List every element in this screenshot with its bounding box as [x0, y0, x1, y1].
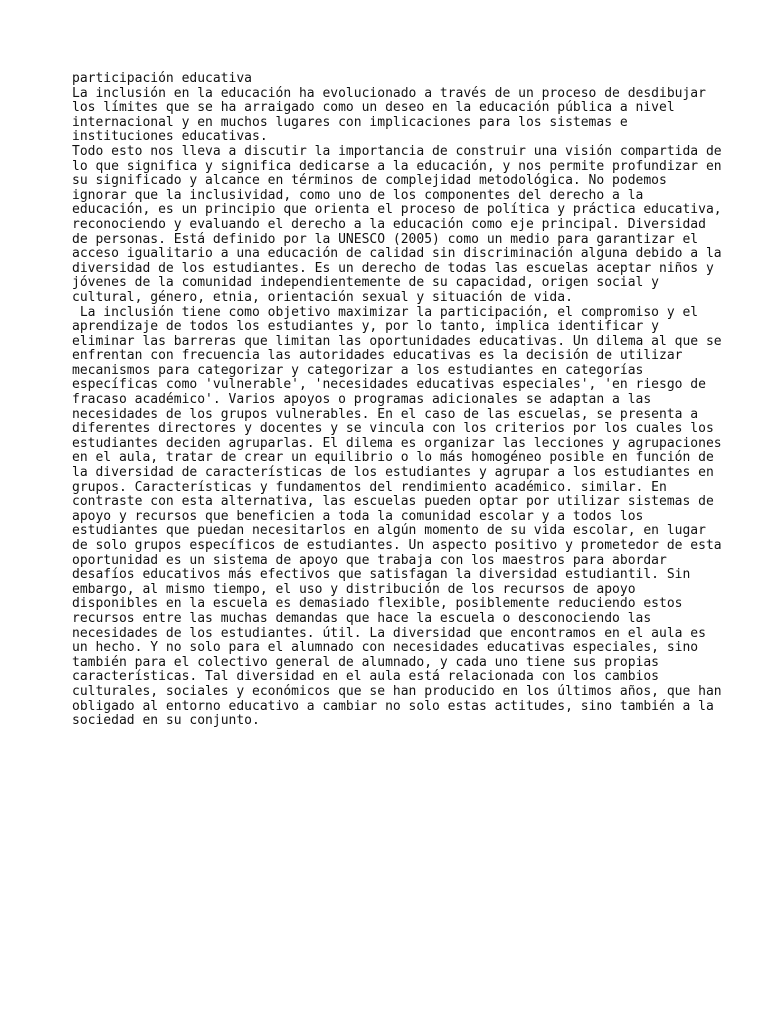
- document-text-line: contraste con esta alternativa, las escuelas pueden optar por utilizar sistemas de: [72, 494, 714, 510]
- document-text-line: lo que significa y significa dedicarse a la educación, y nos permite profundizar en: [72, 158, 722, 174]
- document-text-line: apoyo y recursos que beneficien a toda la comunidad escolar y a todos los: [72, 508, 644, 524]
- document-text-line: oportunidad es un sistema de apoyo que trabaja con los maestros para abordar: [72, 552, 667, 568]
- document-text-line: específicas como 'vulnerable', 'necesidades educativas especiales', 'en riesgo de: [72, 377, 706, 393]
- document-text-line: jóvenes de la comunidad independientemente de su capacidad, origen social y: [72, 275, 659, 291]
- document-text-line: embargo, al mismo tiempo, el uso y distribución de los recursos de apoyo: [72, 581, 636, 597]
- document-text-line: La inclusión tiene como objetivo maximizar la participación, el compromiso y el: [72, 304, 699, 320]
- document-text-line: acceso igualitario a una educación de calidad sin discriminación alguna debido a la: [72, 246, 722, 262]
- document-text-line: desafíos educativos más efectivos que satisfagan la diversidad estudiantil. Sin: [72, 567, 691, 583]
- document-text-line: estudiantes deciden agruparlas. El dilema es organizar las lecciones y agrupaciones: [72, 435, 722, 451]
- document-text-line: en el aula, tratar de crear un equilibrio o lo más homogéneo posible en función de: [72, 450, 714, 466]
- document-text-line: recursos entre las muchas demandas que hace la escuela o desconociendo las: [72, 610, 652, 626]
- document-text-line: diversidad de los estudiantes. Es un derecho de todas las escuelas aceptar niños y: [72, 260, 714, 276]
- document-text-line: necesidades de los grupos vulnerables. En el caso de las escuelas, se presenta a: [72, 406, 699, 422]
- document-text-line: educación, es un principio que orienta el proceso de política y práctica educativa,: [72, 202, 722, 218]
- document-text-line: La inclusión en la educación ha evolucionado a través de un proceso de desdibujar: [72, 85, 706, 101]
- document-text-line: Todo esto nos lleva a discutir la importancia de construir una visión compartida de: [72, 143, 722, 159]
- document-text-line: diferentes directores y docentes y se vincula con los criterios por los cuales los: [72, 421, 714, 437]
- document-text-line: disponibles en la escuela es demasiado flexible, posiblemente reduciendo estos: [72, 596, 683, 612]
- document-text-line: también para el colectivo general de alumnado, y cada uno tiene sus propias: [72, 654, 659, 670]
- document-text-line: ignorar que la inclusividad, como uno de los componentes del derecho a la: [72, 187, 644, 203]
- document-text-line: participación educativa: [72, 71, 253, 86]
- document-text-line: eliminar las barreras que limitan las oportunidades educativas. Un dilema al que se: [72, 333, 722, 349]
- document-text-line: necesidades de los estudiantes. útil. La diversidad que encontramos en el aula es: [72, 625, 706, 641]
- document-text-line: obligado al entorno educativo a cambiar no solo estas actitudes, sino también a la: [72, 698, 714, 714]
- document-text-line: los límites que se ha arraigado como un deseo en la educación pública a nivel: [72, 100, 675, 116]
- document-text-line: de solo grupos específicos de estudiantes. Un aspecto positivo y prometedor de esta: [72, 538, 722, 553]
- document-text-line: reconociendo y evaluando el derecho a la educación como eje principal. Diversidad: [72, 216, 706, 232]
- document-text-line: enfrentan con frecuencia las autoridades educativas es la decisión de utilizar: [72, 348, 683, 364]
- document-text-line: grupos. Características y fundamentos del rendimiento académico. similar. En: [72, 479, 667, 495]
- document-text-line: características. Tal diversidad en el aula está relacionada con los cambios: [72, 669, 659, 685]
- document-text-line: sociedad en su conjunto.: [72, 713, 260, 729]
- document-text-line: mecanismos para categorizar y categorizar a los estudiantes en categorías: [72, 362, 644, 378]
- document-page: [72, 71, 722, 729]
- document-text-line: su significado y alcance en términos de complejidad metodológica. No podemos: [72, 173, 667, 189]
- document-text-line: estudiantes que puedan necesitarlos en algún momento de su vida escolar, en lugar: [72, 523, 706, 539]
- document-text-line: cultural, género, etnia, orientación sexual y situación de vida.: [72, 289, 573, 305]
- document-text-line: aprendizaje de todos los estudiantes y, por lo tanto, implica identificar y: [72, 319, 659, 335]
- document-text-line: internacional y en muchos lugares con implicaciones para los sistemas e: [72, 114, 628, 130]
- document-text-line: fracaso académico'. Varios apoyos o programas adicionales se adaptan a las: [72, 392, 652, 408]
- document-text-line: un hecho. Y no solo para el alumnado con necesidades educativas especiales, sino: [72, 640, 699, 656]
- document-text-line: de personas. Está definido por la UNESCO (2005) como un medio para garantizar el: [72, 231, 699, 247]
- document-body: [72, 71, 722, 729]
- document-text-line: instituciones educativas.: [72, 129, 268, 145]
- document-text-line: culturales, sociales y económicos que se han producido en los últimos años, que han: [72, 683, 722, 699]
- document-text-line: la diversidad de características de los estudiantes y agrupar a los estudiantes en: [72, 465, 714, 481]
